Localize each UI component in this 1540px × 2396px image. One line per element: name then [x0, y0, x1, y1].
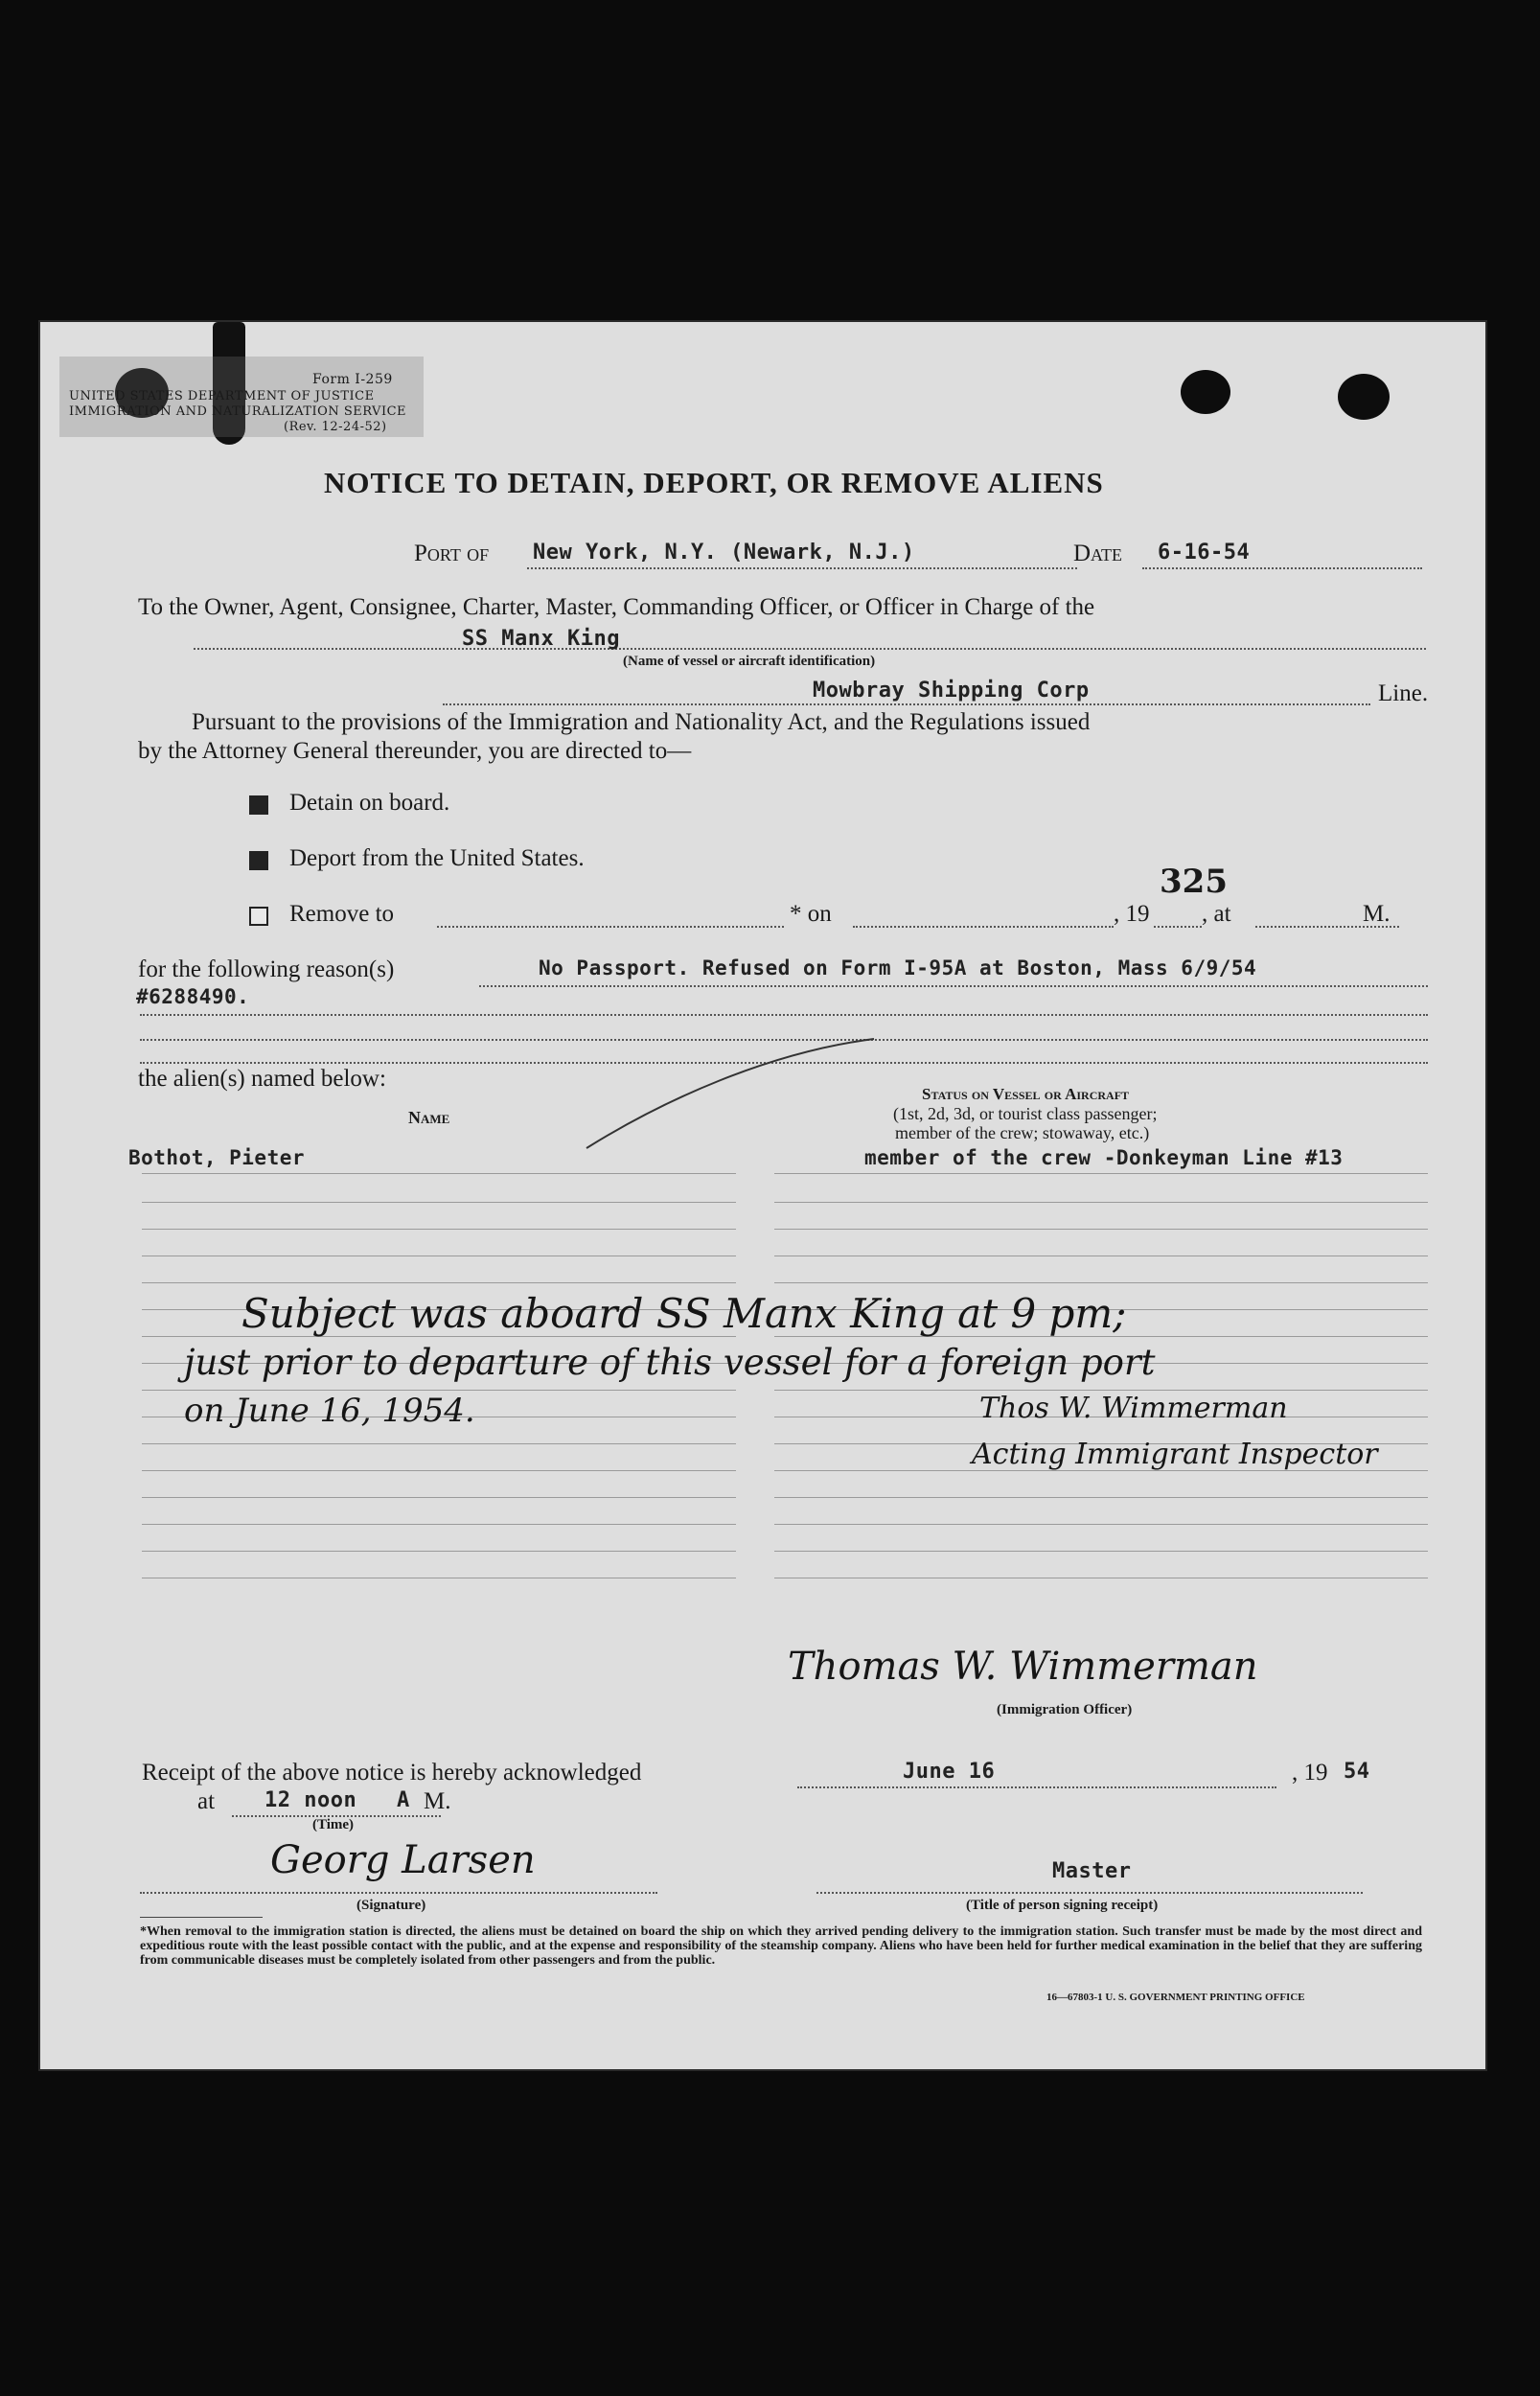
- name-column-header: Name: [408, 1108, 450, 1127]
- receipt-time: 12 noon: [264, 1788, 357, 1812]
- ruled-right-1: [774, 1173, 1428, 1174]
- vessel-caption: (Name of vessel or aircraft identification): [623, 654, 876, 669]
- date-value: 6-16-54: [1158, 541, 1251, 564]
- remove-label: Remove to: [289, 901, 395, 927]
- addressee-text: To the Owner, Agent, Consignee, Charter, Master, Commanding Officer, or Officer in Charge of the: [138, 594, 1095, 620]
- line-label: Line.: [1378, 680, 1429, 706]
- punch-hole-middle: [1181, 370, 1230, 414]
- receipt-date-value: June 16: [903, 1760, 996, 1784]
- receipt-ampm: A: [397, 1788, 410, 1812]
- form-title: NOTICE TO DETAIN, DEPORT, OR REMOVE ALIENS: [324, 466, 1104, 499]
- deport-checkbox[interactable]: [249, 851, 268, 870]
- receipt-year: 54: [1344, 1760, 1370, 1784]
- remove-on-label: * on: [790, 901, 832, 927]
- vessel-value: SS Manx King: [462, 627, 620, 651]
- line-value: Mowbray Shipping Corp: [813, 679, 1090, 703]
- detain-label: Detain on board.: [289, 790, 450, 816]
- pursuant-text-2: by the Attorney General thereunder, you are directed to—: [138, 738, 692, 764]
- title-signing-value: Master: [1052, 1859, 1132, 1883]
- pursuant-text-1: Pursuant to the provisions of the Immigration and Nationality Act, and the Regulations issued: [192, 709, 1091, 735]
- remove-at-label: , at: [1202, 901, 1231, 927]
- receipt-m-label: M.: [424, 1788, 451, 1814]
- ruled-right-13: [774, 1497, 1428, 1498]
- ruled-left-2: [142, 1202, 736, 1203]
- notice-form-sheet: [40, 322, 1485, 2069]
- deport-label: Deport from the United States.: [289, 845, 585, 871]
- remove-year-line: [1154, 926, 1202, 928]
- ruled-left-11: [142, 1443, 736, 1444]
- port-value: New York, N.Y. (Newark, N.J.): [533, 541, 915, 564]
- title-signing-line: [816, 1892, 1363, 1894]
- footnote-rule: [140, 1917, 263, 1918]
- remove-destination-line: [437, 926, 784, 928]
- ruled-left-13: [142, 1497, 736, 1498]
- title-signing-caption: (Title of person signing receipt): [966, 1898, 1159, 1913]
- line-name-line: [443, 703, 1370, 705]
- ruled-left-14: [142, 1524, 736, 1525]
- ruled-left-1: [142, 1173, 736, 1174]
- date-line: [1142, 567, 1422, 569]
- aliens-label: the alien(s) named below:: [138, 1066, 386, 1092]
- date-label: Date: [1073, 541, 1123, 566]
- reason-value-2: #6288490.: [136, 985, 250, 1008]
- ruled-left-5: [142, 1282, 736, 1283]
- handwritten-note-line-3: on June 16, 1954.: [184, 1392, 475, 1430]
- department-name: UNITED STATES DEPARTMENT OF JUSTICE: [69, 389, 375, 403]
- ruled-left-3: [142, 1229, 736, 1230]
- handwritten-note-line-1: Subject was aboard SS Manx King at 9 pm;: [241, 1290, 1127, 1337]
- port-label: Port of: [414, 541, 490, 566]
- remove-year-label: , 19: [1114, 901, 1150, 927]
- ruled-left-15: [142, 1551, 736, 1552]
- remove-m-label: M.: [1363, 901, 1391, 927]
- stamped-number: 325: [1160, 863, 1228, 901]
- pen-stroke: [577, 1033, 884, 1158]
- punch-hole-right: [1338, 374, 1390, 420]
- print-code: 16—67803-1 U. S. GOVERNMENT PRINTING OFFICE: [1046, 1992, 1305, 2003]
- reason-value-1: No Passport. Refused on Form I-95A at Boston, Mass 6/9/54: [539, 956, 1257, 979]
- signature-caption: (Signature): [356, 1898, 426, 1913]
- receipt-at-label: at: [197, 1788, 216, 1814]
- form-number: Form I-259: [312, 372, 393, 387]
- alien-name: Bothot, Pieter: [128, 1146, 306, 1169]
- handwritten-inspector-signature: Thos W. Wimmerman: [979, 1392, 1288, 1425]
- ruled-left-9: [142, 1390, 736, 1391]
- ruled-left-12: [142, 1470, 736, 1471]
- ruled-right-14: [774, 1524, 1428, 1525]
- officer-caption: (Immigration Officer): [997, 1702, 1133, 1717]
- signature-line: [140, 1892, 657, 1894]
- vessel-line: [194, 648, 1426, 650]
- receipt-signature: Georg Larsen: [270, 1838, 536, 1882]
- status-header-2: (1st, 2d, 3d, or tourist class passenger;: [893, 1104, 1158, 1123]
- ruled-right-9: [774, 1390, 1428, 1391]
- ruled-right-3: [774, 1229, 1428, 1230]
- footnote-text: *When removal to the immigration station is directed, the aliens must be detained on board the ship on which they arrived pending delivery to the immigration station. Such transfer must be made by the most direct and expeditious route with the least possible contact with the public, and at the expense and responsibility of the steamship company. Aliens who have been held for further medical examination in the belief that they are suffering from communicable diseases must be completely isolated from other passengers and from the public.: [140, 1924, 1422, 1968]
- ruled-right-5: [774, 1282, 1428, 1283]
- form-revision: (Rev. 12-24-52): [284, 420, 387, 434]
- status-header-1: Status on Vessel or Aircraft: [922, 1085, 1130, 1103]
- alien-status: member of the crew -Donkeyman Line #13: [864, 1146, 1344, 1169]
- receipt-date-line: [797, 1786, 1276, 1788]
- officer-signature: Thomas W. Wimmerman: [788, 1645, 1258, 1689]
- receipt-year-prefix: , 19: [1292, 1760, 1328, 1785]
- status-header-3: member of the crew; stowaway, etc.): [895, 1123, 1150, 1142]
- handwritten-note-line-2: just prior to departure of this vessel for a foreign port: [184, 1342, 1156, 1383]
- reason-line-1: [479, 985, 1428, 987]
- reason-line-2: [140, 1014, 1428, 1016]
- reason-label: for the following reason(s): [138, 956, 395, 982]
- ruled-right-2: [774, 1202, 1428, 1203]
- port-line: [527, 567, 1077, 569]
- service-name: IMMIGRATION AND NATURALIZATION SERVICE: [69, 404, 407, 419]
- time-caption: (Time): [312, 1817, 355, 1832]
- remove-checkbox[interactable]: [249, 907, 268, 926]
- detain-checkbox[interactable]: [249, 795, 268, 815]
- handwritten-inspector-title: Acting Immigrant Inspector: [972, 1438, 1378, 1471]
- remove-date-line: [853, 926, 1114, 928]
- receipt-text: Receipt of the above notice is hereby acknowledged: [142, 1760, 642, 1785]
- ruled-right-15: [774, 1551, 1428, 1552]
